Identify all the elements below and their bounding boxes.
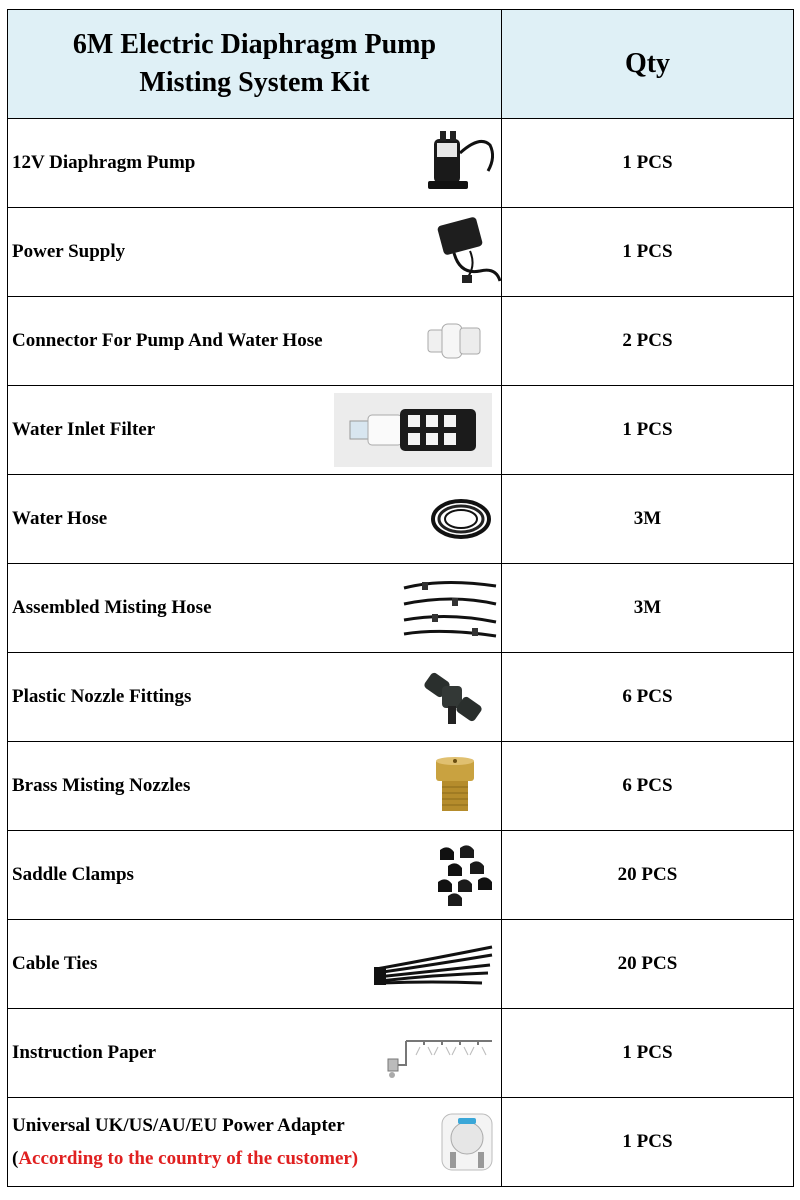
item-note-open: (: [12, 1148, 19, 1169]
item-cell: [8, 119, 502, 208]
item-cell: [8, 564, 502, 653]
item-cell: [8, 208, 502, 297]
kit-title-line-1: 6M Electric Diaphragm Pump: [72, 29, 437, 60]
item-cell: [8, 1009, 502, 1098]
header-title-cell: [8, 10, 502, 119]
item-name: Connector For Pump And Water Hose: [12, 330, 323, 351]
table-row: [8, 831, 794, 920]
nozzle-fitting-icon: [422, 666, 484, 728]
item-name: Assembled Misting Hose: [12, 597, 212, 618]
item-cell: [8, 831, 502, 920]
table-row: [8, 475, 794, 564]
item-name: Cable Ties: [12, 953, 98, 974]
item-cell: [8, 1098, 502, 1187]
table-row: [8, 1009, 794, 1098]
qty-cell: 3M: [502, 475, 794, 564]
table-row: [8, 119, 794, 208]
qty-cell: 1 PCS: [502, 386, 794, 475]
power-adapter-icon: [436, 1108, 498, 1176]
qty-cell: 1 PCS: [502, 208, 794, 297]
connector-icon: [424, 312, 484, 370]
table-row: [8, 564, 794, 653]
qty-cell: 20 PCS: [502, 920, 794, 1009]
table-row: [8, 920, 794, 1009]
item-cell: [8, 920, 502, 1009]
table-row: [8, 208, 794, 297]
item-name: Water Hose: [12, 508, 108, 529]
instruction-diagram-icon: [380, 1025, 496, 1081]
item-name: Instruction Paper: [12, 1042, 157, 1063]
table-row: [8, 653, 794, 742]
item-name: Saddle Clamps: [12, 864, 134, 885]
table-row: [8, 742, 794, 831]
item-name-block: [12, 1109, 358, 1175]
kit-title-line-2: Misting System Kit: [139, 67, 370, 98]
item-name: Plastic Nozzle Fittings: [12, 686, 192, 707]
power-supply-icon: [430, 215, 506, 289]
item-cell: [8, 297, 502, 386]
qty-cell: 20 PCS: [502, 831, 794, 920]
qty-cell: 3M: [502, 564, 794, 653]
water-filter-icon: [334, 393, 492, 467]
brass-nozzle-icon: [432, 755, 478, 817]
item-name: Brass Misting Nozzles: [12, 775, 191, 796]
diaphragm-pump-icon: [418, 131, 498, 195]
item-note-text: According to the country of the customer): [18, 1148, 359, 1169]
item-cell: [8, 475, 502, 564]
table-row: [8, 386, 794, 475]
table-row: [8, 1098, 794, 1187]
table-row: [8, 297, 794, 386]
water-hose-icon: [426, 494, 496, 544]
item-cell: [8, 386, 502, 475]
qty-cell: 1 PCS: [502, 1009, 794, 1098]
item-cell: [8, 653, 502, 742]
item-note: [12, 1142, 358, 1175]
qty-cell: 2 PCS: [502, 297, 794, 386]
qty-cell: 6 PCS: [502, 742, 794, 831]
cable-ties-icon: [372, 939, 496, 989]
qty-header: Qty: [502, 10, 794, 119]
misting-hose-icon: [402, 574, 498, 642]
item-name: Water Inlet Filter: [12, 419, 156, 440]
item-name: Power Supply: [12, 241, 126, 262]
qty-cell: 6 PCS: [502, 653, 794, 742]
saddle-clamp-icon: [430, 842, 502, 908]
qty-cell: 1 PCS: [502, 1098, 794, 1187]
item-name: 12V Diaphragm Pump: [12, 152, 196, 173]
qty-cell: 1 PCS: [502, 119, 794, 208]
header-row: [8, 10, 794, 119]
item-name: Universal UK/US/AU/EU Power Adapter: [12, 1115, 345, 1136]
item-cell: [8, 742, 502, 831]
kit-table: [7, 9, 794, 1187]
